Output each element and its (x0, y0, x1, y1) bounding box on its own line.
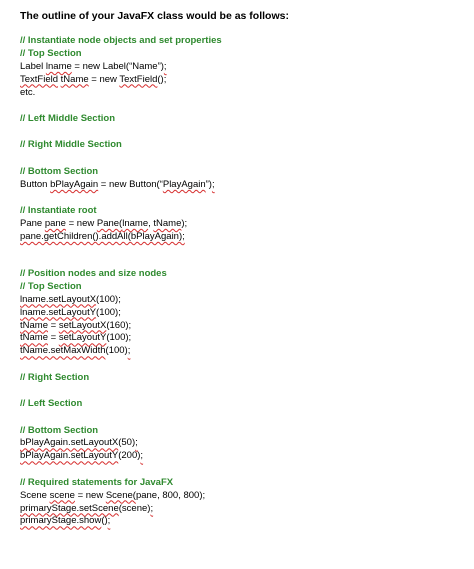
document-page (20, 9, 460, 542)
text-segment: Scene (20, 489, 50, 501)
spellcheck-flagged-text: lname (122, 218, 149, 230)
spellcheck-flagged-text: tName (20, 319, 48, 331)
code-line (20, 320, 460, 333)
spellcheck-flagged-text: ; (150, 502, 154, 514)
text-segment: etc. (20, 86, 36, 98)
spellcheck-flagged-text: Pane( (96, 218, 123, 230)
spellcheck-flagged-text: pane.getChildren().addAll(bPlayAgain); (20, 230, 185, 242)
text-segment: Button (20, 178, 51, 190)
text-segment: // Left Middle Section (20, 113, 116, 125)
comment-line (20, 281, 460, 294)
text-segment: = (47, 332, 59, 344)
code-line (20, 490, 460, 503)
comment-line (20, 48, 460, 61)
text-segment: (100); (106, 332, 132, 344)
text-segment: // Required statements for JavaFX (20, 476, 174, 488)
spellcheck-flagged-text: bPlayAgain (50, 178, 99, 190)
spellcheck-flagged-text: scene (49, 489, 75, 501)
text-segment: pane, 800, 800); (135, 489, 206, 501)
spellcheck-flagged-text: bPlayAgain.setLayoutY (20, 450, 119, 462)
text-segment: // Top Section (20, 280, 82, 292)
text-segment: () (101, 515, 108, 527)
spellcheck-flagged-text: ; (135, 437, 138, 449)
code-line (20, 503, 460, 516)
code-line (20, 218, 460, 231)
spellcheck-flagged-text: PlayAgain (162, 178, 206, 190)
spellcheck-flagged-text: tName (20, 332, 48, 344)
text-segment: (160); (106, 319, 132, 331)
text-segment: (100); (96, 306, 121, 318)
text-block (20, 372, 460, 385)
text-block (20, 205, 460, 244)
spellcheck-flagged-text: ; (211, 178, 215, 190)
comment-line (20, 205, 460, 218)
spellcheck-flagged-text: Scene( (105, 489, 136, 501)
code-line (20, 515, 460, 528)
code-line (20, 307, 460, 320)
comment-line (20, 35, 460, 48)
spellcheck-flagged-text: ; (140, 450, 144, 462)
text-segment: // Instantiate root (20, 205, 97, 217)
code-line (20, 437, 460, 450)
text-block (20, 166, 460, 192)
text-segment: Label (20, 60, 46, 72)
text-segment: // Bottom Section (20, 424, 99, 436)
spellcheck-flagged-text: pane (44, 218, 66, 230)
spellcheck-flagged-text: primaryStage.setScene (20, 502, 119, 514)
spellcheck-flagged-text: bPlayAgain.setLayoutX (20, 437, 119, 449)
document-body (20, 35, 460, 528)
spellcheck-flagged-text: tName (60, 73, 89, 85)
comment-line (20, 166, 460, 179)
text-segment: = new (74, 489, 106, 501)
spellcheck-flagged-text: setLayoutY (58, 332, 107, 344)
spellcheck-flagged-text: ; (107, 515, 111, 527)
text-segment: // Position nodes and size nodes (20, 267, 167, 279)
comment-line (20, 372, 460, 385)
comment-line (20, 113, 460, 126)
code-line (20, 294, 460, 307)
text-segment: (200) (118, 450, 141, 462)
spellcheck-flagged-text: TextField (119, 73, 158, 85)
text-segment: (50) (118, 437, 136, 449)
comment-line (20, 268, 460, 281)
spellcheck-flagged-text: tName (153, 218, 182, 230)
spellcheck-flagged-text: TextField (20, 73, 59, 85)
text-block (20, 139, 460, 152)
text-segment: , (148, 218, 154, 230)
text-segment: ”) (205, 178, 212, 190)
spellcheck-flagged-text: lname (45, 60, 72, 72)
code-line (20, 345, 460, 358)
text-segment: // Right Middle Section (20, 139, 122, 151)
spellcheck-flagged-text: setLayoutX (58, 319, 107, 331)
spellcheck-flagged-text: tName.setMaxWidth (20, 345, 106, 357)
code-line (20, 87, 460, 100)
text-segment: = new Button(“ (98, 178, 163, 190)
text-segment: // Left Section (20, 398, 83, 410)
text-segment: // Bottom Section (20, 165, 99, 177)
text-segment: (scene) (118, 502, 151, 514)
document-title: The outline of your JavaFX class would be as follows: (20, 10, 289, 22)
spellcheck-flagged-text: lname.setLayoutX (20, 293, 97, 305)
code-line (20, 179, 460, 192)
code-line (20, 61, 460, 74)
spellcheck-flagged-text: primaryStage.show (20, 515, 102, 527)
text-segment: = new (88, 73, 120, 85)
text-segment: = (47, 319, 59, 331)
text-segment: // Instantiate node objects and set properties (20, 35, 222, 46)
text-block (20, 425, 460, 464)
text-block (20, 268, 460, 358)
text-block (20, 477, 460, 529)
comment-line (20, 477, 460, 490)
text-segment: = new Label(“Name”) (71, 60, 164, 72)
spellcheck-flagged-text: ; (127, 345, 131, 357)
text-block (20, 113, 460, 126)
text-segment: = new (65, 218, 97, 230)
text-segment: ); (181, 218, 188, 230)
code-line (20, 74, 460, 87)
comment-line (20, 425, 460, 438)
text-block (20, 398, 460, 411)
text-segment: // Top Section (20, 47, 82, 59)
text-block (20, 35, 460, 100)
spellcheck-flagged-text: ; (163, 60, 167, 72)
text-segment: (100) (105, 345, 128, 357)
spellcheck-flagged-text: lname.setLayoutY (20, 306, 97, 318)
text-segment: (); (157, 73, 167, 85)
text-segment: // Right Section (20, 371, 90, 383)
code-line (20, 450, 460, 463)
text-segment: (100); (96, 293, 121, 305)
text-segment: Pane (20, 218, 45, 230)
code-line (20, 332, 460, 345)
comment-line (20, 398, 460, 411)
comment-line (20, 139, 460, 152)
code-line (20, 231, 460, 244)
